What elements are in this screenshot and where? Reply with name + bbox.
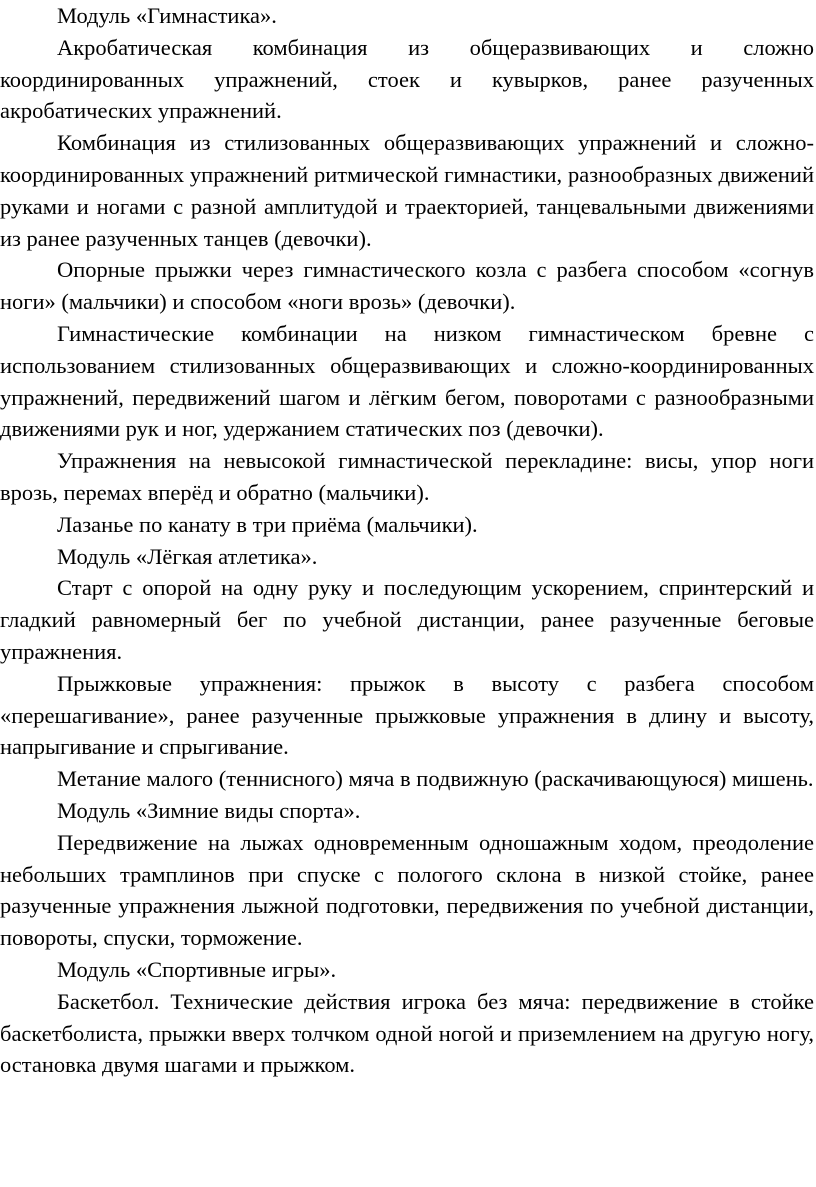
paragraph-horizontal-bar: Упражнения на невысокой гимнастической перекладине: висы, упор ноги врозь, перемах вперёд и обратно (мальчики). — [0, 448, 814, 505]
module-heading-gymnastics: Модуль «Гимнастика». — [57, 3, 277, 28]
paragraph-balance-beam: Гимнастические комбинации на низком гимнастическом бревне с использованием стилизованных общеразвивающих и сложно-координированных упражнений, передвижений шагом и лёгким бегом, поворотами с разнообразными движениями рук и ног, удержанием статических поз (девочки). — [0, 320, 814, 442]
paragraph-vaulting: Опорные прыжки через гимнастического козла с разбега способом «согнув ноги» (мальчики) и способом «ноги врозь» (девочки). — [0, 257, 814, 315]
paragraph-sprint-start: Старт с опорой на одну руку и последующим ускорением, спринтерский и гладкий равномерный бег по учебной дистанции, ранее разученные беговые упражнения. — [0, 575, 814, 664]
paragraph-basketball: Баскетбол. Технические действия игрока без мяча: передвижение в стойке баскетболиста, прыжки вверх толчком одной ногой и приземлением на другую ногу, остановка двумя шагами и прыжком. — [0, 988, 814, 1078]
paragraph-rhythmic-gymnastics: Комбинация из стилизованных общеразвивающих упражнений и сложно-координированных упражнений ритмической гимнастики, разнообразных движений руками и ногами с разной амплитудой и траекторией, танцевальными движениями из ранее разученных танцев (девочки). — [0, 130, 814, 251]
module-heading-sports-games: Модуль «Спортивные игры». — [57, 956, 337, 982]
paragraph-rope-climbing: Лазанье по канату в три приёма (мальчики). — [57, 511, 478, 537]
paragraph-jumping: Прыжковые упражнения: прыжок в высоту с разбега способом «перешагивание», ранее разученные прыжковые упражнения в длину и высоту, напрыгивание и спрыгивание. — [0, 670, 814, 760]
paragraph-acrobatic-combination: Акробатическая комбинация из общеразвивающих и сложно координированных упражнений, стоек и кувырков, ранее разученных акробатических упражнений. — [0, 34, 814, 124]
paragraph-skiing: Передвижение на лыжах одновременным одношажным ходом, преодоление небольших трамплинов при спуске с пологого склона в низкой стойке, ранее разученные упражнения лыжной подготовки, передвижения по учебной дистанции, повороты, спуски, торможение. — [0, 829, 814, 951]
module-heading-athletics: Модуль «Лёгкая атлетика». — [57, 543, 318, 569]
module-heading-winter-sports: Модуль «Зимние виды спорта». — [57, 797, 361, 823]
paragraph-ball-throwing: Метание малого (теннисного) мяча в подвижную (раскачивающуюся) мишень. — [57, 766, 814, 792]
